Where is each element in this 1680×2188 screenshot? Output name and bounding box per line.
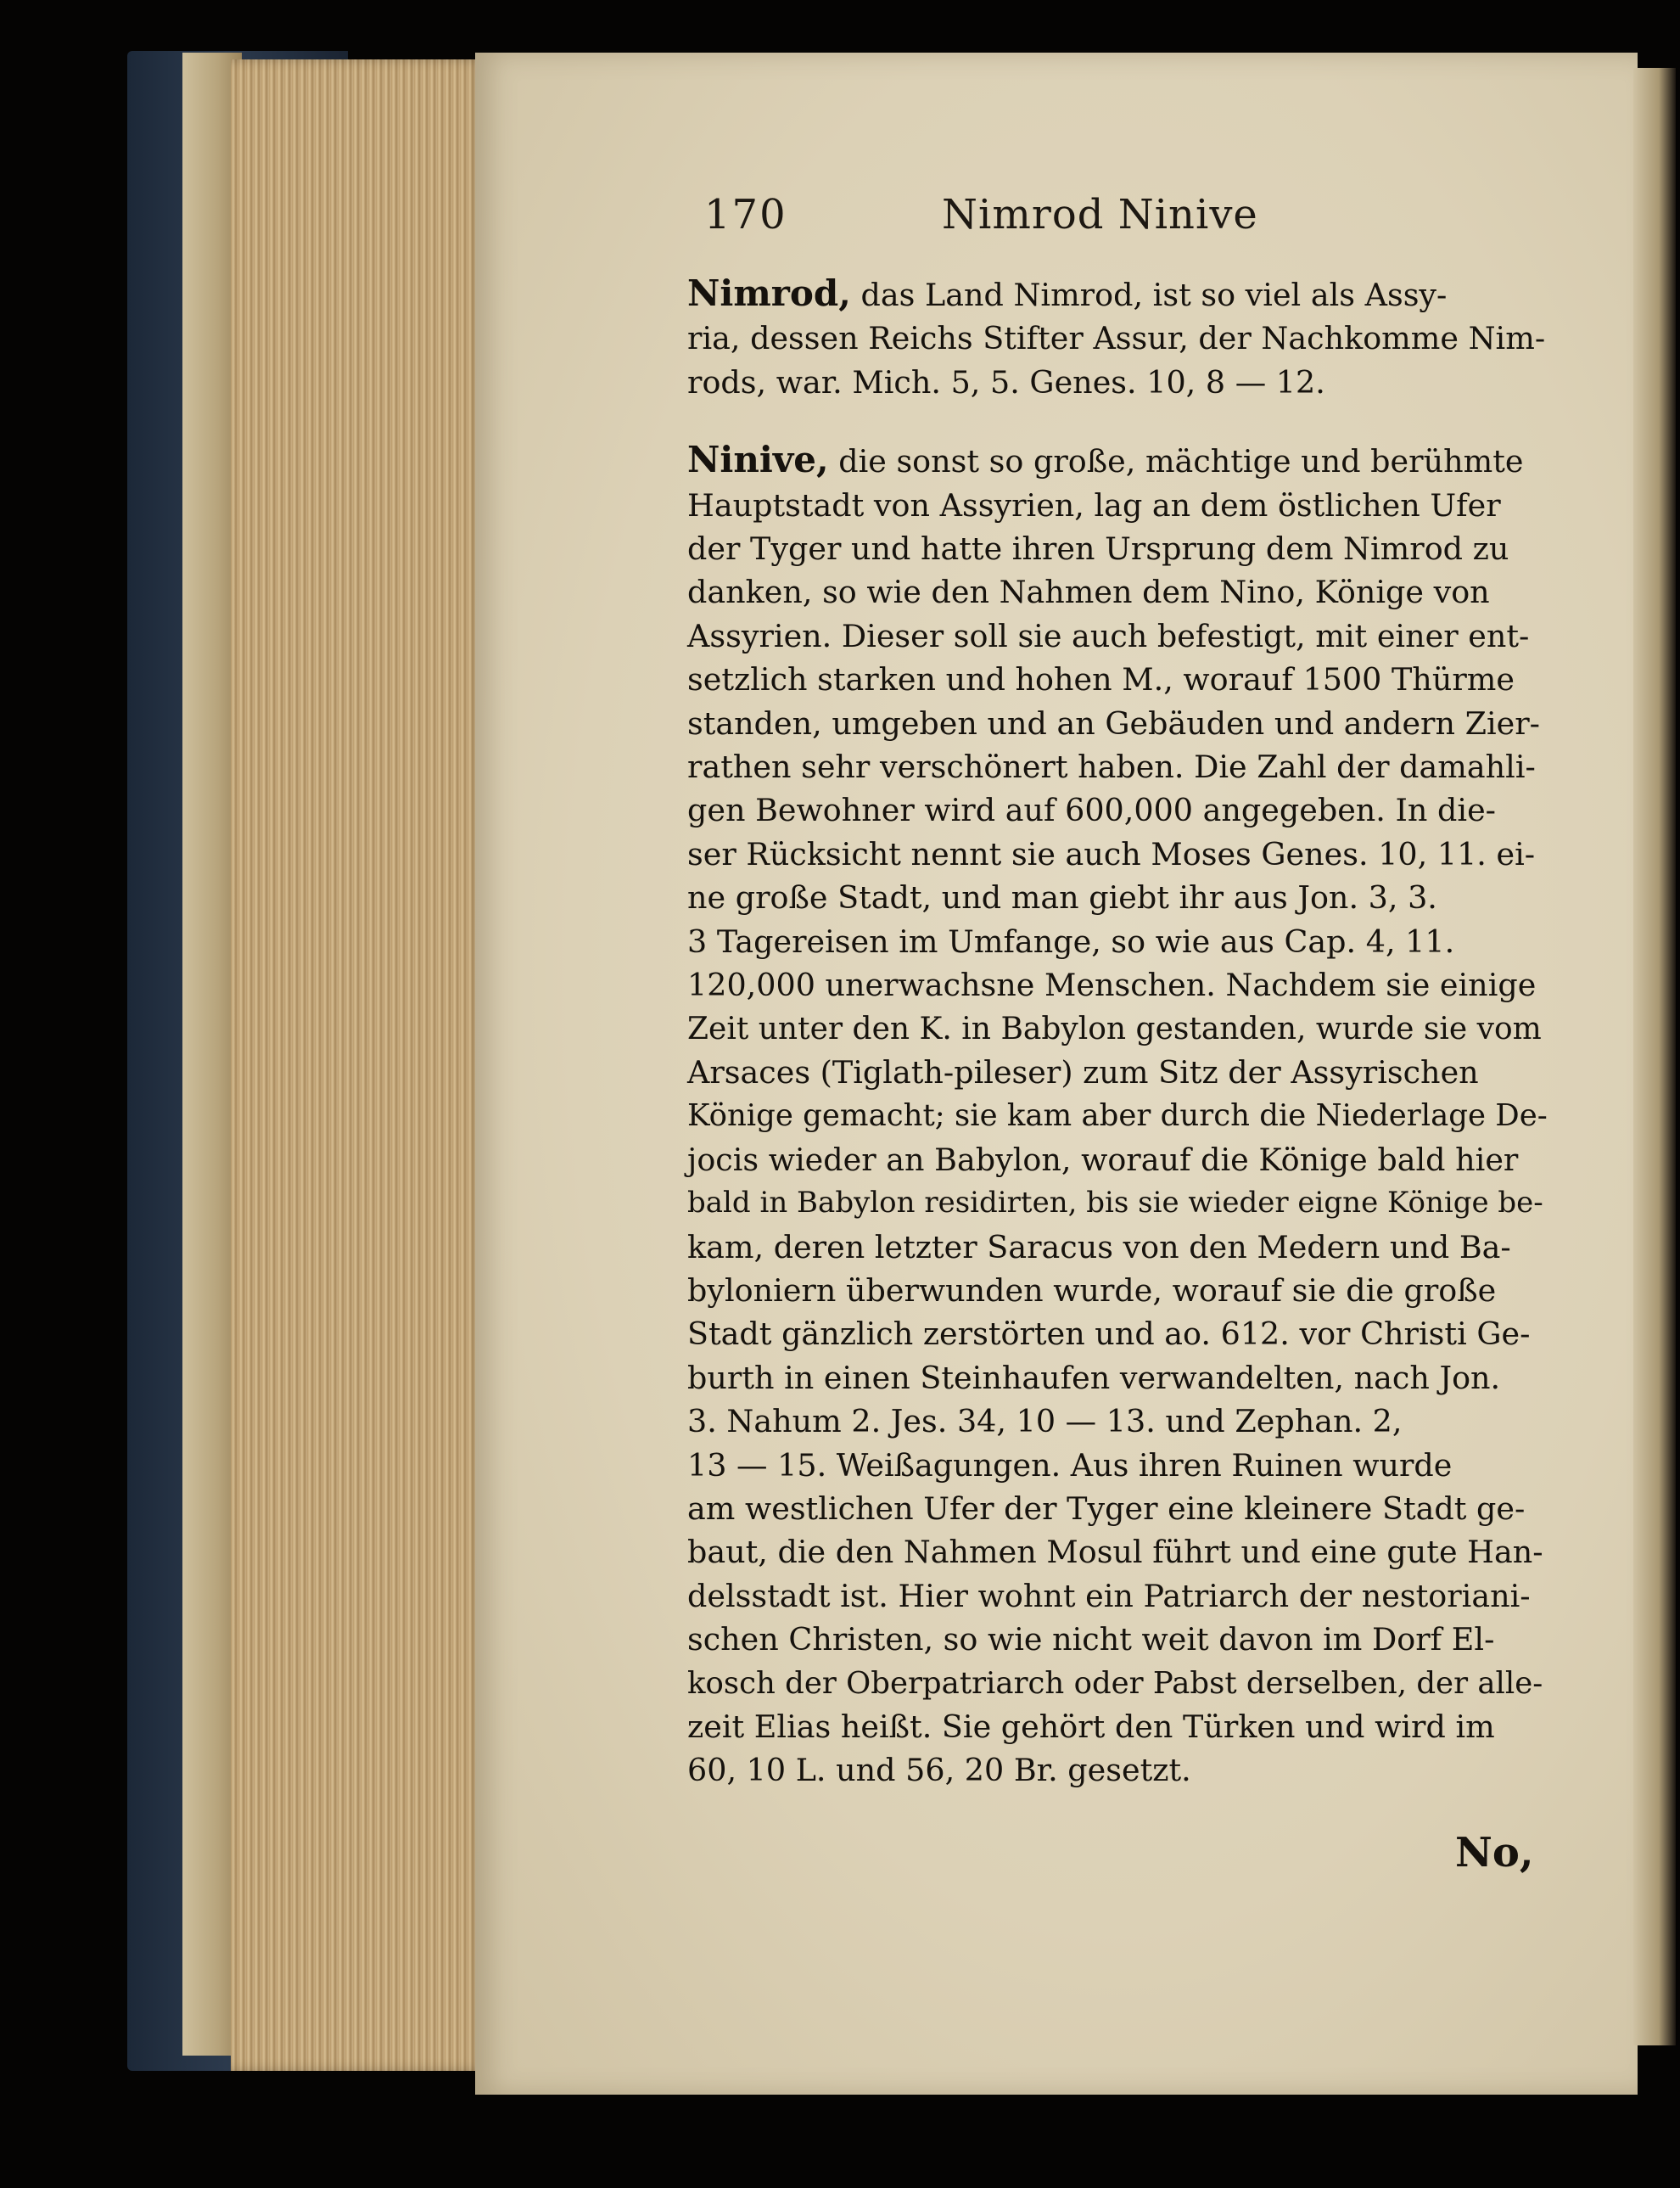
- line-text: die sonst so große, mächtige und berühmte: [838, 443, 1524, 480]
- head-word: Ninive,: [687, 439, 829, 481]
- page-edges: [231, 59, 485, 2071]
- text-line: [687, 484, 1553, 527]
- line-text: ne große Stadt, und man giebt ihr aus Jon. 3, 3.: [687, 879, 1437, 917]
- text-line: [687, 317, 1553, 360]
- text-line: [687, 1574, 1553, 1618]
- line-text: zeit Elias heißt. Sie gehört den Türken und wird im: [687, 1708, 1495, 1745]
- line-text: kosch der Oberpatriarch oder Pabst derselben, der alle-: [687, 1665, 1543, 1701]
- text-line: [687, 745, 1553, 788]
- page-header: [704, 191, 1468, 259]
- running-head: Nimrod Ninive: [942, 191, 1258, 238]
- text-line: [687, 570, 1553, 614]
- text-line: [687, 1530, 1553, 1574]
- line-text: Assyrien. Dieser soll sie auch befestigt, mit einer ent-: [687, 617, 1530, 654]
- line-text: delsstadt ist. Hier wohnt ein Patriarch der nestoriani-: [687, 1577, 1531, 1614]
- text-line: [687, 1312, 1553, 1355]
- line-text: standen, umgeben und an Gebäuden und andern Zier-: [687, 704, 1541, 742]
- text-line: [687, 527, 1553, 570]
- text-line: [687, 963, 1553, 1007]
- line-text: danken, so wie den Nahmen dem Nino, Könige von: [687, 574, 1490, 611]
- line-text: burth in einen Steinhaufen verwandelten, nach Jon.: [687, 1359, 1501, 1396]
- line-text: am westlichen Ufer der Tyger eine kleinere Stadt ge-: [687, 1490, 1526, 1527]
- line-text: rods, war. Mich. 5, 5. Genes. 10, 8 — 12.: [687, 363, 1325, 401]
- text-line: [687, 1705, 1553, 1748]
- text-line: [687, 1226, 1553, 1269]
- line-text: das Land Nimrod, ist so viel als Assy-: [860, 277, 1448, 313]
- line-text: 60, 10 L. und 56, 20 Br. gesetzt.: [687, 1752, 1191, 1789]
- text-line: [687, 1181, 1553, 1225]
- text-line: [687, 614, 1553, 658]
- text-line: [687, 1094, 1553, 1137]
- text-line: [687, 788, 1553, 832]
- line-text: jocis wieder an Babylon, worauf die Könige bald hier: [687, 1141, 1519, 1178]
- page-gutter-edge: [1633, 68, 1676, 2045]
- text-line: [687, 1400, 1553, 1443]
- line-text: 3. Nahum 2. Jes. 34, 10 — 13. und Zephan. 2,: [687, 1403, 1403, 1440]
- text-line: [687, 1748, 1553, 1792]
- line-text: Könige gemacht; sie kam aber durch die Niederlage De-: [687, 1098, 1548, 1134]
- line-text: 13 — 15. Weißagungen. Aus ihren Ruinen wurde: [687, 1446, 1453, 1484]
- line-text: bald in Babylon residirten, bis sie wieder eigne Könige be-: [687, 1186, 1543, 1220]
- line-text: 120,000 unerwachsne Menschen. Nachdem sie einige: [687, 967, 1537, 1004]
- line-text: Arsaces (Tiglath-pileser) zum Sitz der Assyrischen: [687, 1053, 1479, 1091]
- line-text: ser Rücksicht nennt sie auch Moses Genes. 10, 11. ei-: [687, 835, 1536, 872]
- text-line: [687, 1444, 1553, 1487]
- line-text: setzlich starken und hohen M., worauf 1500 Thürme: [687, 661, 1515, 698]
- line-text: gen Bewohner wird auf 600,000 angegeben. In die-: [687, 792, 1497, 829]
- line-text: byloniern überwunden wurde, worauf sie die große: [687, 1271, 1497, 1309]
- line-text: rathen sehr verschönert haben. Die Zahl der damahli-: [687, 749, 1536, 786]
- line-text: Hauptstadt von Assyrien, lag an dem östlichen Ufer: [687, 486, 1501, 524]
- text-line: [687, 438, 1553, 483]
- line-text: Stadt gänzlich zerstörten und ao. 612. vor Christi Ge-: [687, 1316, 1531, 1353]
- text-line: [687, 1007, 1553, 1051]
- text-line: [687, 361, 1553, 404]
- catchword: No,: [1455, 1829, 1534, 1877]
- line-text: ria, dessen Reichs Stifter Assur, der Nachkomme Nim-: [687, 320, 1546, 357]
- line-text: schen Christen, so wie nicht weit davon im Dorf El-: [687, 1621, 1495, 1658]
- page-number: 170: [704, 191, 787, 238]
- text-line: [687, 1487, 1553, 1530]
- text-body: [687, 272, 1553, 1792]
- text-line: [687, 833, 1553, 876]
- text-line: [687, 1138, 1553, 1181]
- line-text: der Tyger und hatte ihren Ursprung dem Nimrod zu: [687, 530, 1509, 568]
- line-text: kam, deren letzter Saracus von den Medern und Ba-: [687, 1228, 1511, 1265]
- text-line: [687, 920, 1553, 963]
- line-text: baut, die den Nahmen Mosul führt und eine gute Han-: [687, 1534, 1543, 1571]
- text-line: [687, 1618, 1553, 1661]
- line-text: Zeit unter den K. in Babylon gestanden, wurde sie vom: [687, 1011, 1542, 1046]
- dictionary-entry: [687, 438, 1553, 1792]
- text-line: [687, 1051, 1553, 1094]
- text-line: [687, 1662, 1553, 1705]
- text-line: [687, 876, 1553, 919]
- text-line: [687, 1356, 1553, 1400]
- head-word: Nimrod,: [687, 272, 851, 314]
- text-line: [687, 1269, 1553, 1312]
- text-line: [687, 272, 1553, 317]
- line-text: 3 Tagereisen im Umfange, so wie aus Cap. 4, 11.: [687, 923, 1455, 960]
- text-line: [687, 702, 1553, 745]
- dictionary-entry: [687, 272, 1553, 404]
- text-line: [687, 658, 1553, 701]
